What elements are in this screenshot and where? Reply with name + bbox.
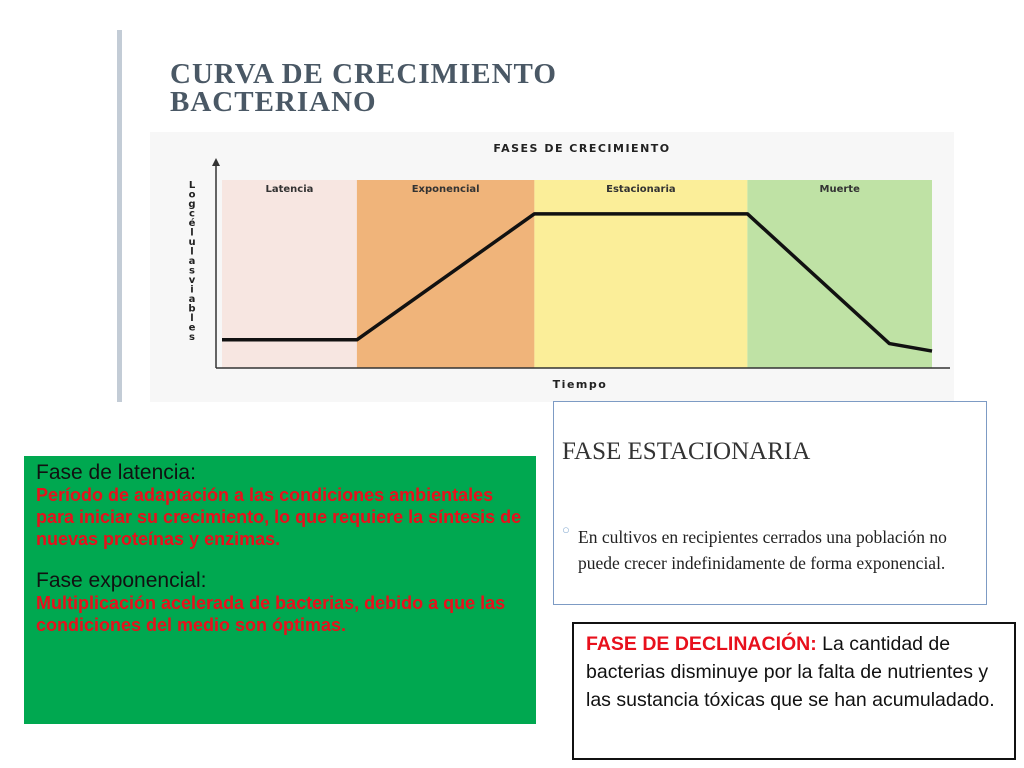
latencia-text: Período de adaptación a las condiciones ambientales para iniciar su crecimiento, lo que requiere la síntesis de nuevas proteínas y enzimas. [36,485,522,549]
slide-title [170,60,557,116]
x-axis-label: Tiempo [552,378,608,391]
slide-title-line-2: BACTERIANO [170,86,377,118]
growth-chart-svg [150,132,954,402]
phase-label-muerte: Muerte [819,184,860,195]
y-axis-arrow [212,158,220,166]
slide-accent-bar [117,30,122,402]
bullet-icon: ○ [562,522,570,537]
latencia-heading: Fase de latencia: [36,461,196,484]
phase-label-exponencial: Exponencial [411,184,480,195]
growth-chart [150,132,954,402]
y-axis-label: L o g c é l u l a s v i a b l e s [188,180,196,343]
slide-title-line-1: CURVA DE CRECIMIENTO [170,58,557,90]
exponencial-text: Multiplicación acelerada de bacterias, debido a que las condiciones del medio son óptimas. [36,593,506,635]
declinacion-heading: FASE DE DECLINACIÓN: [586,633,817,655]
phase-band-exponencial [357,180,535,368]
estacionaria-title: FASE ESTACIONARIA [562,438,811,465]
estacionaria-panel [553,401,987,605]
chart-title: FASES DE CRECIMIENTO [493,142,671,155]
phase-notes-box [24,456,536,724]
phase-label-estacionaria: Estacionaria [606,184,676,195]
estacionaria-text: En cultivos en recipientes cerrados una población no puede crecer indefinidamente de forma exponencial. [578,527,947,573]
phase-label-latencia: Latencia [265,184,314,195]
phase-band-muerte [747,180,932,368]
declinacion-text: La cantidad de bacterias disminuye por la falta de nutrientes y las sustancia tóxicas que se han acumuladado. [586,633,995,711]
exponencial-heading: Fase exponencial: [36,569,207,592]
phase-band-estacionaria [534,180,747,368]
declinacion-box [572,622,1016,760]
